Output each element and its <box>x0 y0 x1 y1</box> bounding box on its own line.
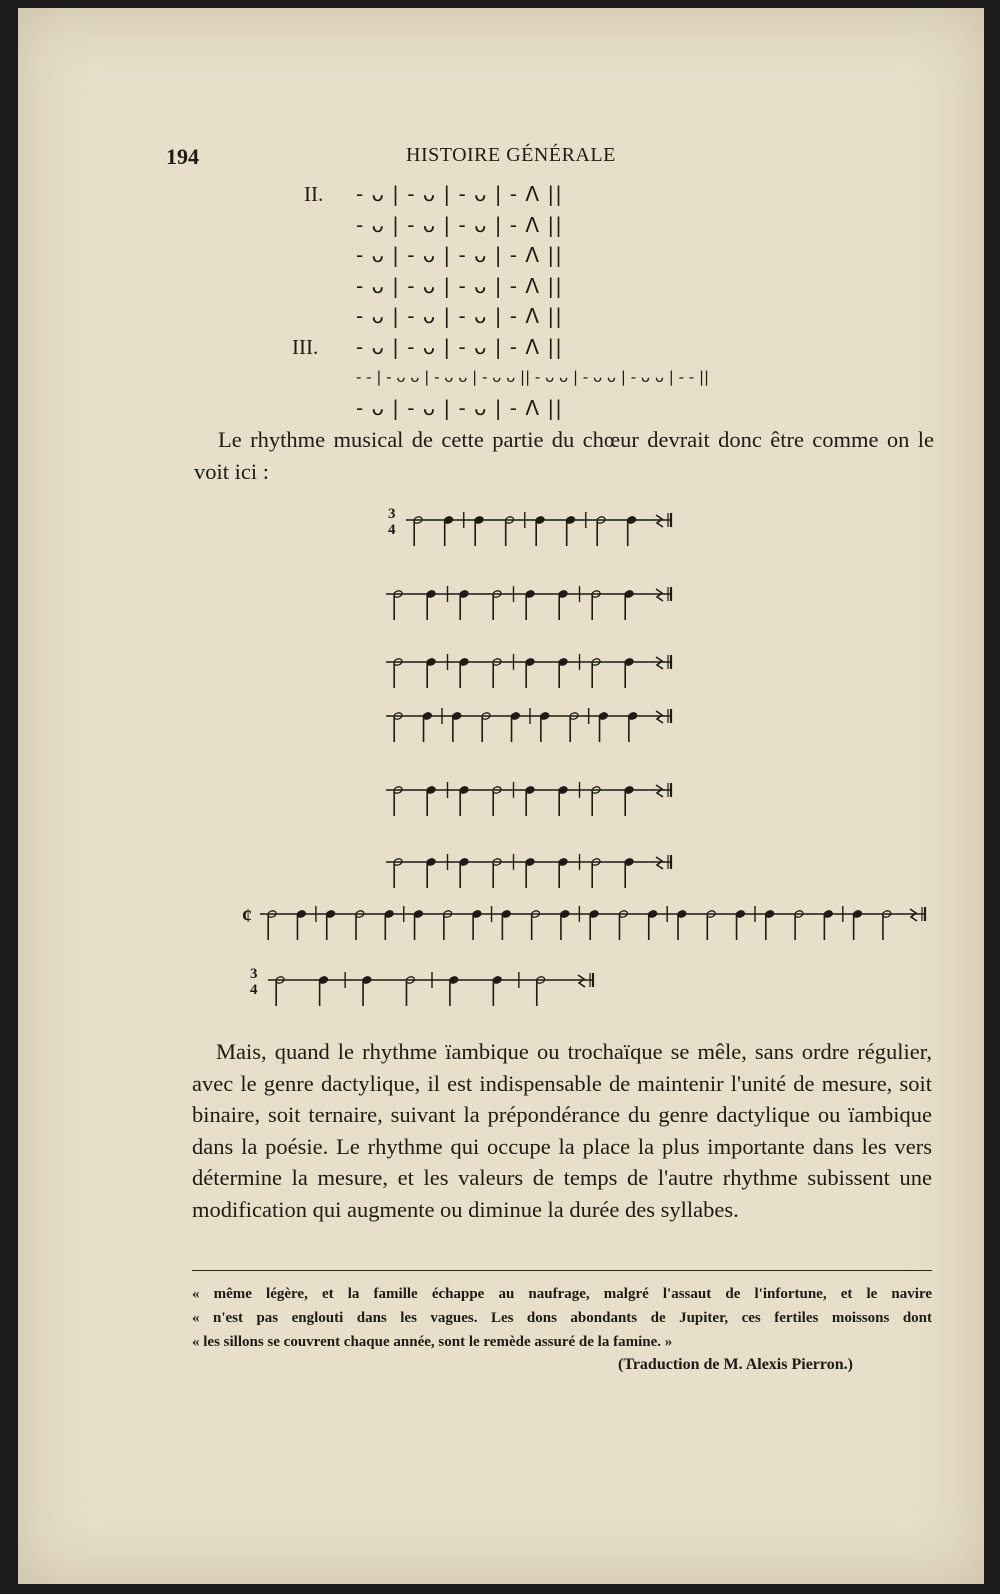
note <box>318 976 328 1006</box>
note <box>525 786 535 816</box>
note <box>624 786 634 816</box>
scheme-row: - ᴗ | - ᴗ | - ᴗ | - Λ || <box>356 395 563 420</box>
music-line <box>386 644 676 694</box>
note <box>525 858 535 888</box>
note <box>510 712 520 742</box>
note <box>624 658 634 688</box>
note <box>426 590 436 620</box>
scheme-row: - ᴗ | - ᴗ | - ᴗ | - Λ || <box>356 334 563 359</box>
note <box>589 910 599 940</box>
note <box>540 712 550 742</box>
note <box>558 590 568 620</box>
music-line <box>240 896 930 946</box>
rest-mark <box>656 589 663 601</box>
scheme-row: - - | - ᴗ ᴗ | - ᴗ ᴗ | - ᴗ ᴗ || - ᴗ ᴗ | - ᴗ ᴗ | - ᴗ ᴗ | - - || <box>356 368 710 386</box>
note <box>525 590 535 620</box>
music-line <box>386 502 676 552</box>
footnote-line: « même légère, et la famille échappe au naufrage, malgré l'assaut de l'infortune, et le navire <box>192 1286 932 1302</box>
note <box>566 516 576 546</box>
footnote-line: « n'est pas englouti dans les vagues. Les dons abondants de Jupiter, ces fertiles moissons dont <box>192 1310 932 1326</box>
note <box>624 858 634 888</box>
note <box>598 712 608 742</box>
note <box>459 590 469 620</box>
rest-mark <box>910 909 917 921</box>
time-signature: 3 <box>250 966 258 982</box>
note <box>426 858 436 888</box>
note <box>426 658 436 688</box>
note <box>823 910 833 940</box>
note <box>444 516 454 546</box>
note <box>735 910 745 940</box>
scheme-row: - ᴗ | - ᴗ | - ᴗ | - Λ || <box>356 243 563 267</box>
note <box>384 910 394 940</box>
music-line <box>248 962 598 1012</box>
footnote-credit: (Traduction de M. Alexis Pierron.) <box>618 1356 853 1373</box>
note <box>648 910 658 940</box>
music-line <box>386 576 676 626</box>
note <box>452 712 462 742</box>
music-line <box>386 844 676 894</box>
note <box>459 786 469 816</box>
note <box>525 658 535 688</box>
note <box>558 858 568 888</box>
book-page <box>18 8 984 1584</box>
scheme-section-label: III. <box>292 334 319 359</box>
note <box>362 976 372 1006</box>
note <box>413 910 423 940</box>
note <box>459 658 469 688</box>
scheme-row: - ᴗ | - ᴗ | - ᴗ | - Λ || <box>356 273 563 298</box>
note <box>426 786 436 816</box>
scheme-row: - ᴗ | - ᴗ | - ᴗ | - Λ || <box>356 182 563 206</box>
scheme-section-label: II. <box>304 182 324 206</box>
rest-mark <box>578 975 585 987</box>
music-line <box>386 772 676 822</box>
page-number: 194 <box>166 144 199 169</box>
note <box>326 910 336 940</box>
note <box>535 516 545 546</box>
time-signature: ¢ <box>242 905 252 927</box>
time-signature: 4 <box>250 982 258 998</box>
note <box>558 658 568 688</box>
note <box>765 910 775 940</box>
scheme-row: - ᴗ | - ᴗ | - ᴗ | - Λ || <box>356 212 563 237</box>
note <box>624 590 634 620</box>
note <box>296 910 306 940</box>
footnote-line: « les sillons se couvrent chaque année, sont le remède assuré de la famine. » <box>192 1334 673 1350</box>
note <box>558 786 568 816</box>
note <box>472 910 482 940</box>
note <box>628 712 638 742</box>
music-line <box>386 698 676 748</box>
note <box>474 516 484 546</box>
note <box>627 516 637 546</box>
note <box>677 910 687 940</box>
note <box>459 858 469 888</box>
note <box>492 976 502 1006</box>
note <box>422 712 432 742</box>
paragraph-main: Mais, quand le rhythme ïambique ou trochaïque se mêle, sans ordre régulier, avec le genre dactylique, il est indispensable de maintenir l'unité de mesure, soit binaire, soit ternaire, suivant la prépondérance du genre dactylique ou ïambique dans la poésie. Le rhythme qui occupe la place la plus importante dans les vers détermine la mesure, et les valeurs de temps de l'autre rhythme subissent une modification qui augmente ou diminue la durée des syllabes. <box>192 1039 932 1222</box>
rest-mark <box>656 857 663 869</box>
time-signature: 4 <box>388 522 396 538</box>
scheme-row: - ᴗ | - ᴗ | - ᴗ | - Λ || <box>356 304 563 328</box>
rest-mark <box>656 785 663 797</box>
note <box>501 910 511 940</box>
rest-mark <box>656 711 663 723</box>
rest-mark <box>656 657 663 669</box>
rest-mark <box>656 515 663 527</box>
running-title: HISTOIRE GÉNÉRALE <box>406 144 616 166</box>
note <box>560 910 570 940</box>
footnote-rule <box>192 1270 932 1271</box>
note <box>852 910 862 940</box>
time-signature: 3 <box>388 506 396 522</box>
paragraph-intro: Le rhythme musical de cette partie du chœur devrait donc être comme on le voit ici : <box>194 427 934 484</box>
note <box>449 976 459 1006</box>
